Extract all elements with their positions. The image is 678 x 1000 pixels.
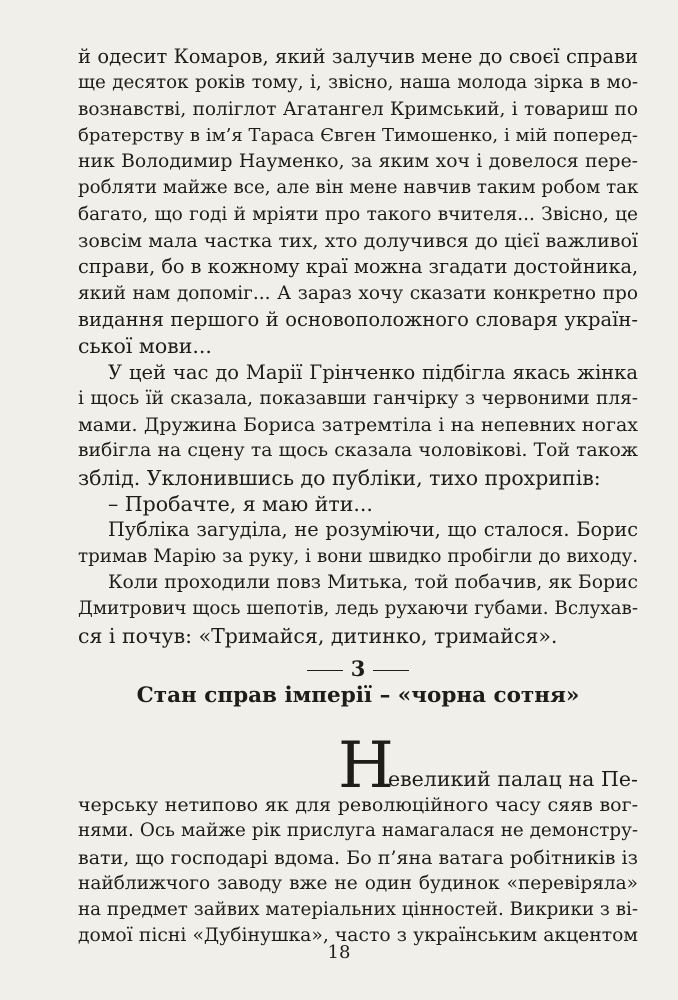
text-line: ще десяток років тому, і, звісно, наша молода зірка в мо- (78, 72, 638, 94)
chapter-title: Стан справ імперії – «чорна сотня» (136, 683, 580, 708)
text-line: евеликий палац на Пе- (388, 767, 638, 791)
text-line: домої пісні «Дубінушка», часто з українським акцентом (78, 925, 638, 947)
text-line: робляти майже все, але він мене навчив таким робом так (78, 177, 639, 199)
text-line: Публіка загуділа, не розуміючи, що сталося. Борис (108, 518, 638, 542)
text-line: й одесит Комаров, який залучив мене до своєї справи (78, 45, 638, 68)
text-line: ської мови... (78, 334, 212, 359)
text-line: ся і почув: «Тримайся, дитинко, тримайся». (78, 623, 558, 648)
text-line: вознавстві, поліглот Агатангел Кримський, і товариш по (78, 98, 638, 120)
chapter-number-text: 3 (350, 656, 366, 681)
text-line: черську нетипово як для революційного часу сяяв вог- (78, 794, 638, 816)
first-line-wrap (388, 766, 638, 792)
drop-cap: Н (338, 729, 394, 803)
text-line: зблід. Уклонившись до публіки, тихо прохрипів: (78, 465, 601, 490)
text-line: на предмет зайвих матеріальних цінностей. Викрики з ві- (78, 899, 638, 921)
text-line: який нам допоміг... А зараз хочу сказати конкретно про (78, 282, 638, 304)
text-line: мами. Дружина Бориса затремтіла і на непевних ногах (78, 414, 638, 437)
text-line: ник Володимир Науменко, за яким хоч і довелося пере- (78, 151, 638, 173)
text-line: Коли проходили повз Митька, той побачив, як Борис (108, 571, 638, 593)
text-line: найближчого заводу вже не один будинок «перевіряла» (78, 872, 638, 894)
text-line: вибігла на сцену та щось сказала чоловікові. Той також (78, 440, 638, 462)
text-line: вати, що господарі вдома. Бо п’яна ватага робітників із (78, 846, 638, 869)
chapter-number (78, 655, 638, 683)
text-line: багато, що годі й мріяти про такого вчителя... Звісно, це (78, 203, 638, 225)
rule-left (307, 670, 343, 671)
text-line: видання першого й основоположного словаря україн- (78, 307, 638, 331)
text-line: справи, бо в кожному краї можна згадати достойника, (78, 255, 639, 279)
text-line: Дмитрович щось шепотів, ледь рухаючи губами. Вслухав- (78, 598, 638, 620)
text-line: нями. Ось майже рік прислуга намагалася не демонстру- (78, 820, 638, 842)
text-line: – Пробачте, я маю йти... (108, 492, 373, 517)
text-line: тримав Марію за руку, і вони швидко пробігли до виходу. (78, 545, 638, 567)
rule-right (373, 670, 409, 671)
text-line: У цей час до Марії Грінченко підбігла якась жінка (108, 360, 638, 384)
text-line: зовсім мала частка тих, хто долучився до цієї важливої (78, 230, 638, 253)
text-line: і щось їй сказала, показавши ганчірку з червоними пля- (78, 387, 638, 409)
body-text-upper (78, 44, 638, 649)
page-number: 18 (327, 942, 351, 963)
text-line: братерству в ім’я Тараса Євген Тимошенко, і мій поперед- (78, 124, 638, 146)
body-text-lower (78, 792, 638, 950)
